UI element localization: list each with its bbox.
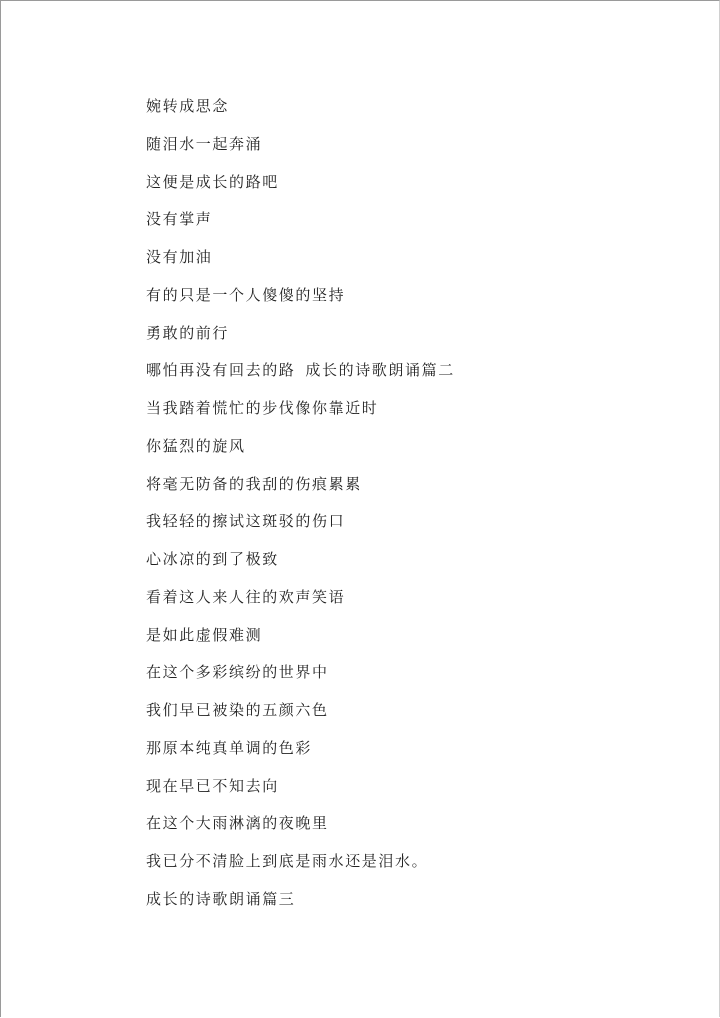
section-heading: 成长的诗歌朗诵篇二 <box>305 361 455 380</box>
poem-line: 婉转成思念 <box>146 97 230 115</box>
poem-line: 在这个大雨淋漓的夜晚里 <box>146 814 329 833</box>
poem-line: 在这个多彩缤纷的世界中 <box>146 663 329 682</box>
poem-line: 将毫无防备的我刮的伤痕累累 <box>146 474 362 493</box>
poem-line: 随泪水一起奔涌 <box>146 134 263 153</box>
poem-line: 哪怕再没有回去的路 <box>146 361 296 380</box>
poem-line: 没有掌声 <box>146 210 213 229</box>
poem-line: 没有加油 <box>146 248 213 266</box>
poem-line: 我轻轻的擦试这斑驳的伤口 <box>146 512 346 531</box>
poem-line: 我已分不清脸上到底是雨水还是泪水。 <box>146 852 429 870</box>
poem-line: 当我踏着慌忙的步伐像你靠近时 <box>146 399 379 417</box>
poem-line: 那原本纯真单调的色彩 <box>146 738 313 757</box>
poem-line: 现在早已不知去向 <box>146 776 279 795</box>
section-heading: 成长的诗歌朗诵篇三 <box>146 889 296 908</box>
poem-body <box>146 92 455 923</box>
poem-line: 心冰凉的到了极致 <box>146 550 279 568</box>
poem-line: 勇敢的前行 <box>146 323 230 342</box>
poem-line: 是如此虚假难测 <box>146 625 263 644</box>
poem-line: 这便是成长的路吧 <box>146 172 279 191</box>
poem-line: 我们早已被染的五颜六色 <box>146 701 329 719</box>
poem-line: 你猛烈的旋风 <box>146 436 246 455</box>
poem-line: 看着这人来人往的欢声笑语 <box>146 587 346 606</box>
poem-line-with-heading <box>146 356 455 394</box>
poem-line: 有的只是一个人傻傻的坚持 <box>146 285 346 304</box>
